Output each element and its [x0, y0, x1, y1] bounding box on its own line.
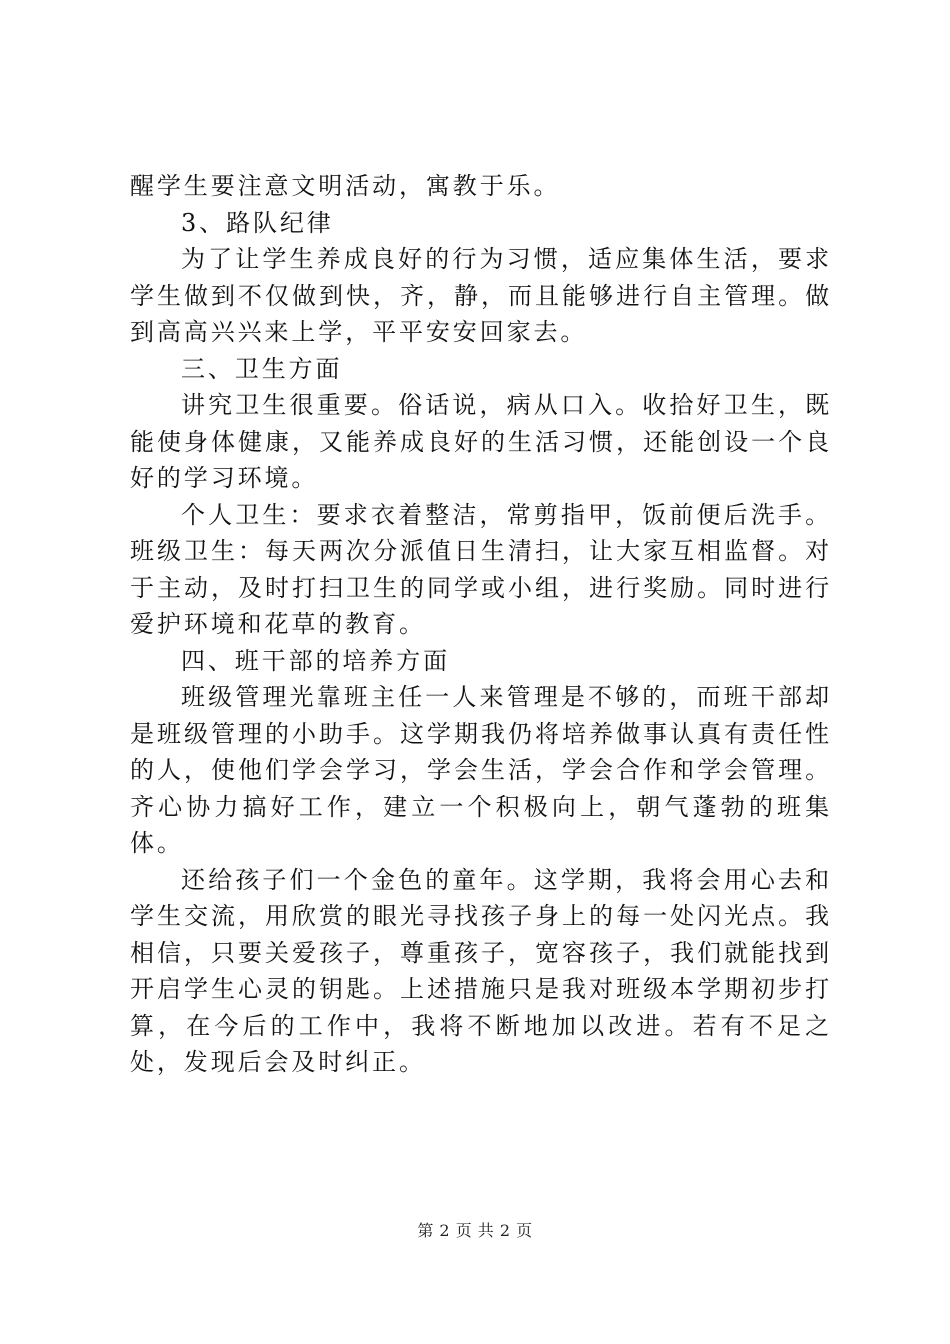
paragraph-continuation: 醒学生要注意文明活动，寓教于乐。	[130, 172, 561, 200]
document-body	[130, 168, 832, 1081]
subheading-route-discipline: 3、路队纪律	[181, 208, 334, 237]
paragraph-hygiene-importance: 讲究卫生很重要。俗话说，病从口入。收拾好卫生，既能使身体健康，又能养成良好的生活习惯，还能创设一个良好的学习环境。	[130, 391, 832, 492]
paragraph-class-cadres: 班级管理光靠班主任一人来管理是不够的，而班干部却是班级管理的小助手。这学期我仍将培养做事认真有责任性的人，使他们学会学习，学会生活，学会合作和学会管理。齐心协力搞好工作，建立一个积极向上，朝气蓬勃的班集体。	[130, 683, 832, 857]
paragraph-route-discipline: 为了让学生养成良好的行为习惯，适应集体生活，要求学生做到不仅做到快，齐，静，而且能够进行自主管理。做到高高兴兴来上学，平平安安回家去。	[130, 245, 832, 346]
heading-class-cadres: 四、班干部的培养方面	[181, 646, 450, 675]
heading-hygiene: 三、卫生方面	[181, 354, 343, 383]
paragraph-conclusion: 还给孩子们一个金色的童年。这学期，我将会用心去和学生交流，用欣赏的眼光寻找孩子身上的每一处闪光点。我相信，只要关爱孩子，尊重孩子，宽容孩子，我们就能找到开启学生心灵的钥匙。上述措施只是我对班级本学期初步打算，在今后的工作中，我将不断地加以改进。若有不足之处，发现后会及时纠正。	[130, 865, 832, 1076]
page-number-footer: 第 2 页 共 2 页	[417, 1221, 533, 1240]
paragraph-hygiene-rules: 个人卫生：要求衣着整洁，常剪指甲，饭前便后洗手。班级卫生：每天两次分派值日生清扫，让大家互相监督。对于主动，及时打扫卫生的同学或小组，进行奖励。同时进行爱护环境和花草的教育。	[130, 500, 832, 638]
